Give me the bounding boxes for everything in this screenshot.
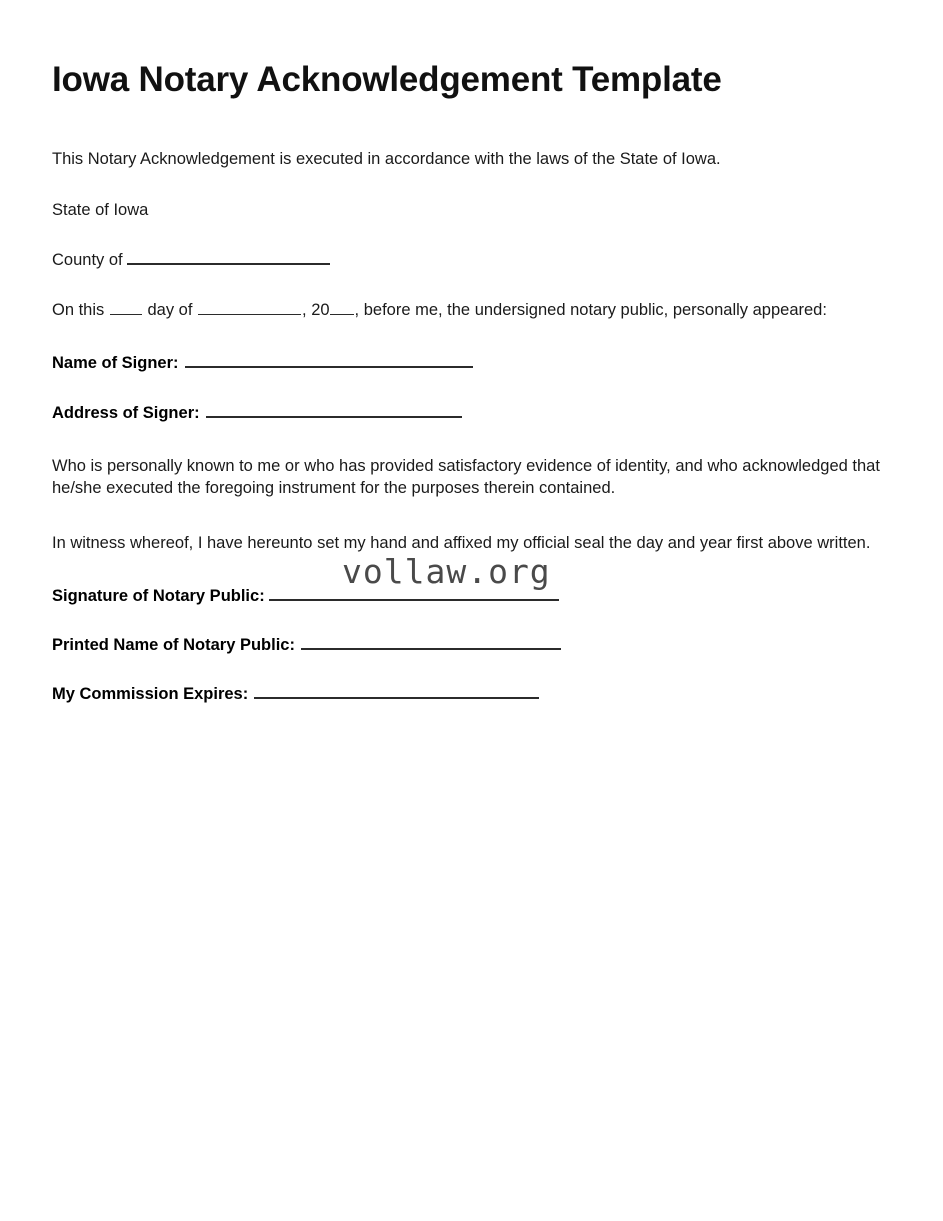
witness-whereof-paragraph: In witness whereof, I have hereunto set my hand and affixed my official seal the day and year first above written.	[52, 534, 871, 552]
year-prefix: 20	[311, 301, 330, 319]
printed-name-of-notary-input-rule[interactable]	[301, 634, 561, 650]
intro-paragraph: This Notary Acknowledgement is executed in accordance with the laws of the State of Iowa.	[52, 150, 721, 168]
address-of-signer-row	[52, 402, 882, 424]
county-label: County of	[52, 251, 123, 269]
year-prefix-wrap: , 20	[302, 301, 330, 319]
commission-expires-label: My Commission Expires:	[52, 685, 249, 703]
site-watermark: vollaw.org	[342, 552, 551, 591]
name-of-signer-input-rule[interactable]	[185, 352, 473, 368]
page-title: Iowa Notary Acknowledgement Template	[52, 60, 722, 99]
date-middle: day of	[147, 301, 193, 319]
address-of-signer-input-rule[interactable]	[206, 402, 462, 418]
year-input-blank[interactable]	[330, 301, 354, 315]
signature-of-notary-input-rule[interactable]	[269, 585, 559, 601]
commission-expires-row	[52, 683, 882, 705]
commission-expires-input-rule[interactable]	[254, 683, 539, 699]
day-input-blank[interactable]	[110, 301, 142, 315]
address-of-signer-label: Address of Signer:	[52, 404, 200, 422]
personally-known-paragraph: Who is personally known to me or who has provided satisfactory evidence of identity, and who acknowledged that he/she executed the foregoing instrument for the purposes therein contained.	[52, 457, 880, 497]
county-field-row	[52, 249, 882, 271]
state-line: State of Iowa	[52, 201, 149, 219]
date-suffix: , before me, the undersigned notary public, personally appeared:	[354, 301, 827, 319]
name-of-signer-label: Name of Signer:	[52, 354, 179, 372]
date-prefix: On this	[52, 301, 105, 319]
date-line-paragraph	[52, 299, 882, 321]
month-input-blank[interactable]	[198, 301, 301, 315]
signature-of-notary-label: Signature of Notary Public:	[52, 587, 265, 605]
printed-name-of-notary-label: Printed Name of Notary Public:	[52, 636, 295, 654]
signature-of-notary-row	[52, 552, 882, 607]
document-content	[52, 58, 882, 705]
name-of-signer-row	[52, 352, 882, 374]
county-input-rule[interactable]	[127, 249, 330, 265]
printed-name-of-notary-row	[52, 634, 882, 656]
